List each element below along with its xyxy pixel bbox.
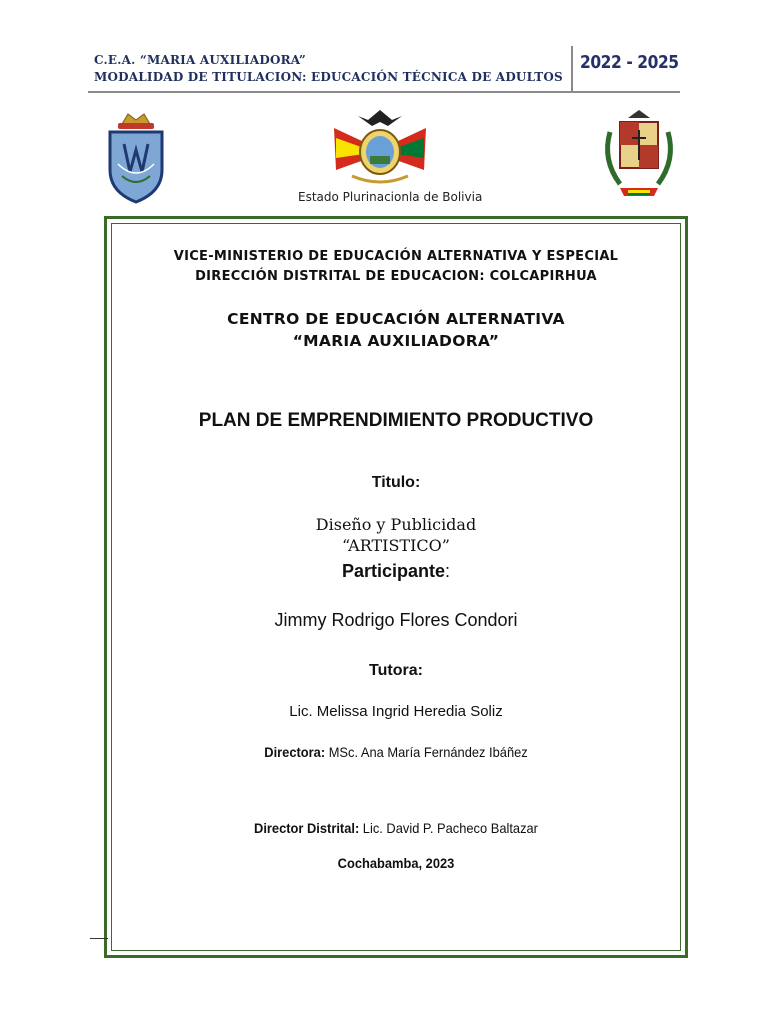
participante-name: Jimmy Rodrigo Flores Condori bbox=[274, 610, 518, 630]
laurel-seal-icon bbox=[598, 108, 680, 211]
ministry-line-1: VICE-MINISTERIO DE EDUCACIÓN ALTERNATIVA Y ESPECIAL bbox=[173, 249, 619, 264]
directora-name: MSc. Ana María Fernández Ibáñez bbox=[325, 744, 528, 760]
plan-title: PLAN DE EMPRENDIMIENTO PRODUCTIVO bbox=[198, 410, 594, 431]
header-modality: MODALIDAD DE TITULACION: EDUCACIÓN TÉCNICA DE ADULTOS bbox=[94, 70, 563, 84]
director-distrital-label: Director Distrital: bbox=[254, 820, 360, 836]
ministry-line-2: DIRECCIÓN DISTRITAL DE EDUCACION: COLCAPIRHUA bbox=[195, 269, 597, 284]
director-distrital-name: Lic. David P. Pacheco Baltazar bbox=[359, 820, 538, 836]
place-date: Cochabamba, 2023 bbox=[337, 855, 455, 871]
titulo-label: Titulo: bbox=[371, 474, 421, 491]
center-name-line-2: “MARIA AUXILIADORA” bbox=[292, 332, 500, 350]
participante-label: Participante bbox=[341, 561, 446, 581]
footer-rule bbox=[90, 938, 108, 939]
header-divider bbox=[571, 46, 573, 92]
project-title-line-2: “ARTISTICO” bbox=[342, 536, 450, 555]
participante-row bbox=[107, 561, 685, 582]
header-school-name: C.E.A. “MARIA AUXILIADORA” bbox=[94, 53, 306, 67]
tutora-name: Lic. Melissa Ingrid Heredia Soliz bbox=[289, 703, 503, 720]
header-years: 2022 - 2025 bbox=[580, 52, 679, 73]
emblem-caption: Estado Plurinacionla de Bolivia bbox=[298, 190, 483, 204]
director-distrital-row bbox=[130, 820, 662, 836]
directora-row bbox=[130, 744, 662, 760]
participante-colon: : bbox=[445, 561, 451, 581]
document-header bbox=[94, 52, 563, 86]
bolivia-coat-of-arms-icon bbox=[328, 108, 432, 191]
project-title-line-1: Diseño y Publicidad bbox=[315, 515, 477, 534]
tutora-label: Tutora: bbox=[369, 662, 423, 679]
school-crest-icon bbox=[104, 110, 168, 209]
cover-frame bbox=[104, 216, 688, 958]
directora-label: Directora: bbox=[264, 744, 326, 760]
center-name-line-1: CENTRO DE EDUCACIÓN ALTERNATIVA bbox=[227, 310, 565, 328]
header-rule bbox=[88, 91, 680, 93]
